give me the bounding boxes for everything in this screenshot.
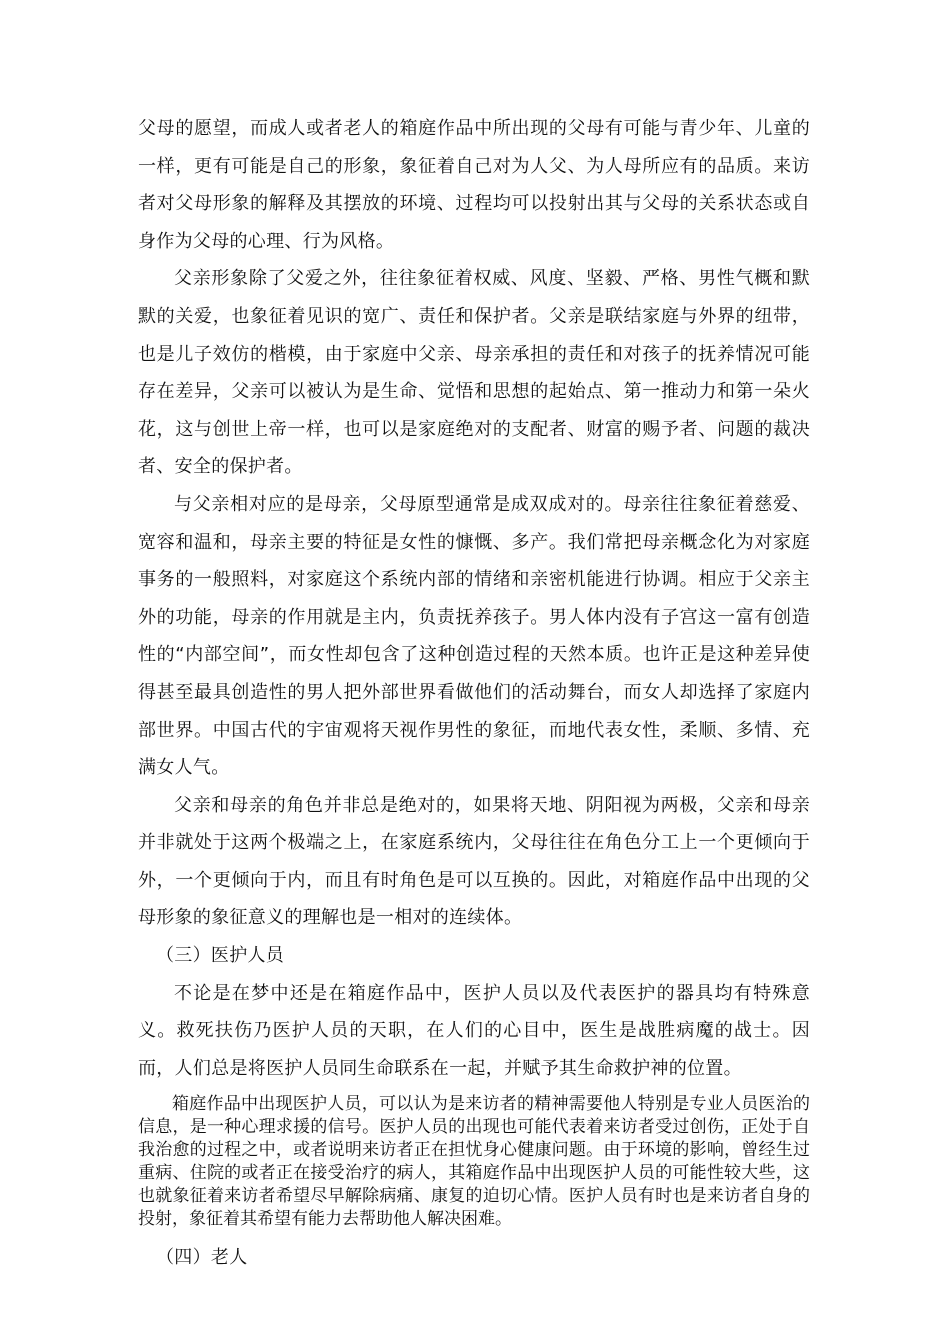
section-heading-medical-staff: （三）医护人员	[156, 945, 285, 967]
document-body	[138, 110, 810, 1277]
section-heading-elderly: （四）老人	[156, 1247, 248, 1269]
paragraph-parent-wishes: 父母的愿望，而成人或者老人的箱庭作品中所出现的父母有可能与青少年、儿童的一样，更有可能是自己的形象，象征着自己对为人父、为人母所应有的品质。来访者对父母形象的解释及其摆放的环境、过程均可以投射出其与父母的关系状态或自身作为父母的心理、行为风格。	[138, 118, 810, 252]
paragraph-medical-staff-in-sandplay: 箱庭作品中出现医护人员，可以认为是来访者的精神需要他人特别是专业人员医治的信息，是一种心理求援的信号。医护人员的出现也可能代表着来访者受过创伤，正处于自我治愈的过程之中，或者说明来访者正在担忧身心健康问题。由于环境的影响，曾经生过重病、住院的或者正在接受治疗的病人，其箱庭作品中出现医护人员的可能性较大些，这也就象征着来访者希望尽早解除病痛、康复的迫切心情。医护人员有时也是来访者自身的投射，象征着其希望有能力去帮助他人解决困难。	[138, 1094, 810, 1230]
paragraph-father-image: 父亲形象除了父爱之外，往往象征着权威、风度、坚毅、严格、男性气概和默默的关爱，也象征着见识的宽广、责任和保护者。父亲是联结家庭与外界的纽带，也是儿子效仿的楷模，由于家庭中父亲、母亲承担的责任和对孩子的抚养情况可能存在差异，父亲可以被认为是生命、觉悟和思想的起始点、第一推动力和第一朵火花，这与创世上帝一样，也可以是家庭绝对的支配者、财富的赐予者、问题的裁决者、安全的保护者。	[138, 268, 810, 478]
paragraph-parent-roles: 父亲和母亲的角色并非总是绝对的，如果将天地、阴阳视为两极，父亲和母亲并非就处于这两个极端之上，在家庭系统内，父母往往在角色分工上一个更倾向于外，一个更倾向于内，而且有时角色是可以互换的。因此，对箱庭作品中出现的父母形象的象征意义的理解也是一相对的连续体。	[138, 794, 810, 929]
paragraph-mother-image: 与父亲相对应的是母亲，父母原型通常是成双成对的。母亲往往象征着慈爱、宽容和温和，母亲主要的特征是女性的慷慨、多产。我们常把母亲概念化为对家庭事务的一般照料，对家庭这个系统内部的情绪和亲密机能进行协调。相应于父亲主外的功能，母亲的作用就是主内，负责抚养孩子。男人体内没有子宫这一富有创造性的“内部空间”，而女性却包含了这种创造过程的天然本质。也许正是这种差异使得甚至最具创造性的男人把外部世界看做他们的活动舞台，而女人却选择了家庭内部世界。中国古代的宇宙观将天视作男性的象征，而地代表女性，柔顺、多情、充满女人气。	[138, 493, 810, 779]
paragraph-medical-staff-meaning: 不论是在梦中还是在箱庭作品中，医护人员以及代表医护的器具均有特殊意义。救死扶伤乃医护人员的天职，在人们的心目中，医生是战胜病魔的战士。因而，人们总是将医护人员同生命联系在一起，并赋予其生命救护神的位置。	[138, 982, 810, 1079]
